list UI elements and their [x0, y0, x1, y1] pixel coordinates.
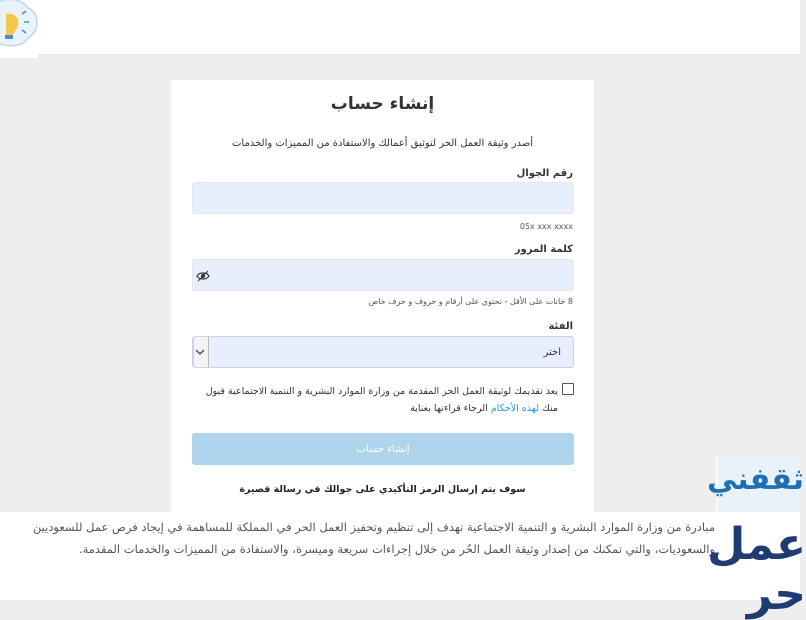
category-select[interactable] — [192, 336, 574, 368]
signup-card — [171, 80, 594, 512]
terms-text-after: الرجاء قراءتها بعناية — [410, 403, 491, 414]
password-input[interactable] — [193, 260, 573, 290]
phone-hint: 05x xxx xxxx — [519, 222, 573, 231]
chevron-down-icon[interactable] — [193, 337, 209, 367]
brand-word: ثقفني — [706, 462, 804, 497]
site-logo[interactable] — [0, 0, 38, 58]
terms-link[interactable]: لهذه الأحكام — [490, 403, 540, 414]
sms-note: سوف يتم إرسال الرمز التأكيدي على جوالك في رسالة قصيرة — [239, 484, 526, 495]
password-hint: 8 خانات على الأقل - تحتوي على أرقام و حروف و حرف خاص — [368, 297, 573, 306]
terms-text — [188, 383, 558, 417]
terms-checkbox[interactable] — [562, 383, 574, 395]
phone-field-wrap — [192, 182, 574, 214]
top-bar — [0, 0, 800, 55]
form-subtitle: أصدر وثيقة العمل الحر لتوثيق أعمالك والاستفادة من المميزات والخدمات — [232, 138, 533, 149]
category-label: الفئة — [548, 321, 573, 332]
terms-text-before: يعد تقديمك لوثيقة العمل الحر المقدمة من وزارة الموارد البشرية و التنمية الاجتماعية قبول منك — [205, 386, 558, 414]
lightbulb-icon — [0, 0, 38, 58]
create-account-button[interactable]: إنشاء حساب — [192, 433, 574, 465]
phone-label: رقم الجوال — [516, 168, 573, 179]
brand-banner — [706, 456, 804, 512]
brand-big-word: عمل حر — [707, 519, 806, 620]
password-label: كلمة المرور — [514, 244, 573, 255]
form-title: إنشاء حساب — [330, 94, 435, 114]
article-text: مبادرة من وزارة الموارد البشرية و التنمية الاجتماعية تهدف إلى تنظيم وتحفيز العمل الحر في المملكة للمساهمة في إيجاد فرص عمل للسعوديين والسعوديات، والتي تمكنك من إصدار وثيقة العمل الحُر من خلال إجراءات سريعة وميسرة، والاستفادة من المميزات والخدمات المقدمة. — [32, 520, 715, 556]
phone-input[interactable] — [193, 183, 573, 213]
eye-icon[interactable] — [196, 268, 210, 282]
article-section — [0, 512, 800, 600]
category-selected-value: اختر — [543, 347, 561, 358]
password-field-wrap — [192, 259, 574, 291]
